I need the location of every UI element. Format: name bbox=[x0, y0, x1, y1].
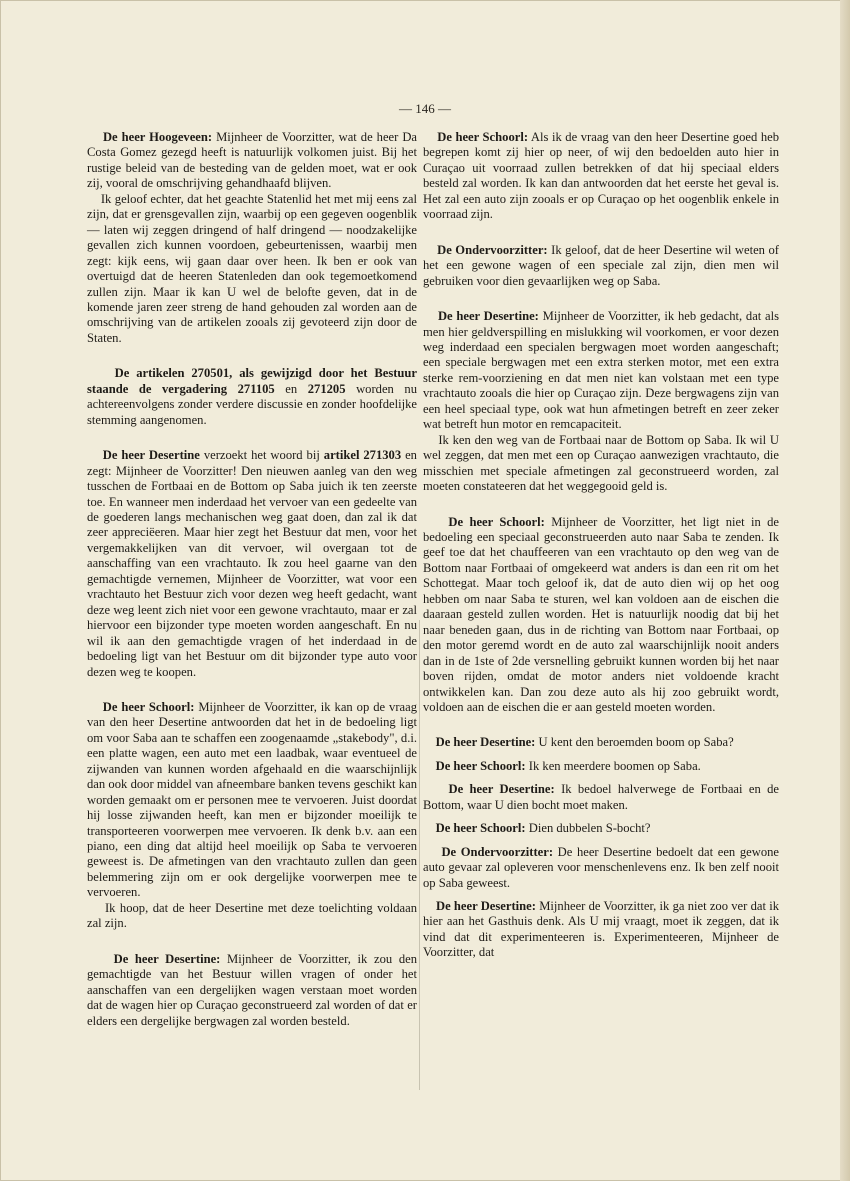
speaker-name: De Ondervoorzitter: bbox=[441, 844, 554, 859]
speaker-name: De heer Schoorl: bbox=[435, 758, 526, 773]
paragraph-text: Ik ken meerdere boomen op Saba. bbox=[525, 758, 701, 773]
paragraph bbox=[423, 845, 779, 891]
paragraph-text: Mijnheer de Voorzitter, het ligt niet in de bedoeling een speciaal geconstrueerden auto naar Saba te zenden. Ik geef toe dat het chauffeeren van een vrachtauto op den weg van de Bottom naar Fortbaai of omgekeerd wat anders is dan een rit om het Schottegat. Maar toch geloof ik, dat de auto dien wij op het oog hebben om naar Saba te sturen, wel kan voldoen aan de eischen die daaraan gesteld zullen worden. Het is natuurlijk noodig dat bij het naar beneden gaan, dus in de richting van Bottom naar Fortbaai, op den motor geremd wordt en de auto zal waarschijnlijk nooit anders dan in de 1ste of 2de versnelling gebruikt kunnen worden bij het naar boven rijden, omdat de motor anders niet voldoende kracht ontwikkelen kan. Dan zou deze auto als hij zoo gebruikt wordt, voldoen aan de eischen die er aan gesteld moeten worden. bbox=[423, 514, 780, 714]
paragraph bbox=[87, 901, 417, 932]
speaker-name: De heer Desertine bbox=[102, 448, 200, 463]
speaker-name: De heer Schoorl: bbox=[448, 514, 545, 529]
paragraph bbox=[423, 759, 779, 774]
paragraph bbox=[87, 366, 417, 428]
paragraph-text: Mijnheer de Voorzitter, ik kan op de vraag van den heer Desertine antwoorden dat het in de bedoeling ligt om voor Saba aan te schaffen een zoogenaamde „stakebody", d.i. een platte wagen, een auto met een laadbak, waar eventueel de zijwanden van kunnen worden afgehaald en die waarschijnlijk dan ook door middel van afneembare banken tevens geschikt kan worden gemaakt om er personen mee te vervoeren. Juist doordat hij losse zijwanden heeft, kan men er bijzonder moeilijk te transporteeren voorwerpen mee vervoeren. Ik denk b.v. aan een piano, een ding dat altijd heel moeilijk op Saba te vervoeren geweest is. De afmetingen van den vrachtauto zullen dan geen belemmering zijn om er ook dergelijke voorwerpen mee te vervoeren. bbox=[87, 699, 417, 900]
paragraph-text: Mijnheer de Voorzitter, wat de heer Da Costa Gomez gezegd heeft is natuurlijk volkomen juist. Bij het rustige beleid van de besteding van de gelden moet, wat er ook zij, vooral de omschrijving gehandhaafd blijven. bbox=[87, 130, 417, 191]
speaker-name: De heer Desertine: bbox=[437, 309, 539, 324]
speaker-name: De heer Desertine: bbox=[435, 735, 536, 750]
paragraph bbox=[423, 735, 779, 750]
paragraph bbox=[423, 782, 779, 813]
paragraph bbox=[87, 448, 417, 680]
paragraph bbox=[423, 243, 779, 289]
paragraph bbox=[423, 433, 779, 495]
speaker-name: De heer Hoogeveen: bbox=[102, 130, 213, 144]
paragraph-text: Ik ken den weg van de Fortbaai naar de Bottom op Saba. Ik wil U wel zeggen, dat men met een op Curaçao aanwezigen vrachtauto, die misschien met speciale afmetingen zal geconstrueerd worden, zal moeten constateeren dat het weggegooid geld is. bbox=[423, 432, 780, 494]
speaker-name: De heer Desertine: bbox=[113, 951, 221, 966]
speaker-name: De Ondervoorzitter: bbox=[437, 242, 548, 257]
paragraph-text: Ik geloof echter, dat het geachte Statenlid het met mij eens zal zijn, dat er grensgevallen zijn, waarbij op een gegeven oogenblik — laten wij zeggen dringend of half dringend — noodzakelijke gevallen zich kunnen voordoen, gebeurtenissen, waarbij men zegt: kijk eens, wij gaan daar over heen. Ik ben er ook van overtuigd dat de heeren Statenleden dan ook tegemoetkomend zullen zijn. Maar ik kan U wel de belofte geven, dat in de komende jaren zeer streng de hand gehouden zal worden aan de omschrijving van de artikelen zooals zij gevoteerd zijn door de Staten. bbox=[87, 191, 417, 345]
paragraph-text: Als ik de vraag van den heer Desertine goed heb begrepen komt zij hier op neer, of wij den bedoelden auto hier in Curaçao uit voorraad zullen betrekken of dat hij speciaal elders besteld zal worden. Ik kan dan antwoorden dat het eerste het geval is. Het zal een auto zijn zooals er op Curaçao op het oogenblik enkele in voorraad zijn. bbox=[423, 130, 779, 222]
paragraph-text: Ik geloof, dat de heer Desertine wil weten of het een gewone wagen of een speciale zal zijn, dien men wil gebruiken voor dien gevaarlijken weg op Saba. bbox=[423, 242, 779, 288]
paragraph-text: Ik bedoel halverwege de Fortbaai en de Bottom, waar U dien bocht moet maken. bbox=[423, 782, 780, 812]
speaker-name: De heer Desertine: bbox=[435, 899, 536, 914]
paragraph bbox=[423, 821, 779, 836]
paragraph-text: De heer Desertine bedoelt dat een gewone auto gevaar zal opleveren voor menschenlevens enz. Ik ben zelf nooit op Saba geweest. bbox=[423, 844, 779, 890]
paragraph-text: Ik hoop, dat de heer Desertine met deze toelichting voldaan zal zijn. bbox=[87, 900, 417, 931]
right-column bbox=[423, 130, 779, 961]
left-column bbox=[87, 130, 417, 1029]
bold-lead: De artikelen 270501, als gewijzigd door het Bestuur staande de vergadering 271105 bbox=[87, 366, 418, 396]
paragraph-text: en zegt: Mijnheer de Voorzitter! Den nieuwen aanleg van den weg tusschen de Fortbaai en de Bottom op Saba juich ik ten zeerste toe. En wanneer men inderdaad het vervoer van een gedeelte van de goederen langs mechanischen weg gaat doen, dan zal ik dat zeer appreciëeren. Maar hier zegt het Bestuur dat men, voor het vergemakkelijken van dit vervoer, wil overgaan tot de aanschaffing van een vrachtauto. Ik zou heel gaarne van den gemachtigde vernemen, Mijnheer de Voorzitter, wat voor een vrachtauto het Bestuur zich voor dezen weg heeft gedacht, want deze weg leent zich niet voor een gewone vrachtauto, maar er zal hiervoor een bijzonder type moeten worden aangeschaft. En nu wil ik aan den gemachtigde vragen of het inderdaad in de bedoeling ligt van het Bestuur om dit bijzonder type auto voor dezen weg te koopen. bbox=[87, 448, 417, 679]
speaker-name: De heer Schoorl: bbox=[102, 699, 195, 714]
paragraph-text: verzoekt het woord bij bbox=[199, 448, 324, 463]
paragraph bbox=[423, 130, 779, 223]
bold-article: artikel 271303 bbox=[323, 448, 402, 463]
bold-article: 271205 bbox=[307, 381, 346, 396]
paragraph bbox=[423, 899, 779, 961]
paragraph-text: worden nu achtereenvolgens zonder verdere discussie en zonder hoofdelijke stemming aangenomen. bbox=[87, 381, 418, 427]
paragraph bbox=[87, 700, 417, 901]
paragraph bbox=[87, 130, 417, 192]
paragraph bbox=[87, 192, 417, 347]
paragraph-text: Mijnheer de Voorzitter, ik heb gedacht, dat als men hier geldverspilling en mislukking wil voorkomen, er voor dezen weg inderdaad een specialen bergwagen moet worden aangeschaft; een speciale bergwagen met een extra sterken motor, met een extra sterke rem-voorziening en dat men niet kan volstaan met een type vrachtauto zooals die hier op Curaçao zijn. Deze bergwagens zijn van een heel speciaal type, ook wat hun afmetingen betreft en zeer zeker wat betreft hun motor en remcapaciteit. bbox=[423, 309, 780, 432]
speaker-name: De heer Schoorl: bbox=[437, 130, 529, 144]
page-number: — 146 — bbox=[399, 101, 451, 116]
paragraph-text: Dien dubbelen S-bocht? bbox=[525, 821, 651, 836]
paragraph-text: Mijnheer de Voorzitter, ik zou den gemachtigde van het Bestuur willen vragen of onder het aanschaffen van een dergelijken wagen verstaan moet worden dat de wagen hier op Curaçao geconstrueerd zal worden of dat er elders een dergelijke bergwagen zal worden besteld. bbox=[87, 951, 418, 1028]
paragraph bbox=[423, 515, 779, 716]
column-divider bbox=[419, 620, 420, 1090]
paragraph bbox=[423, 309, 779, 433]
paragraph-text: U kent den beroemden boom op Saba? bbox=[535, 735, 734, 750]
paragraph-text: en bbox=[274, 381, 308, 396]
paragraph-text: Mijnheer de Voorzitter, ik ga niet zoo ver dat ik hier aan het Gasthuis denk. Als U mij vraagt, moet ik zeggen, dat ik vind dat dit experimenteeren is. Experimenteeren, Mijnheer de Voorzitter, dat bbox=[423, 899, 780, 960]
paragraph bbox=[87, 952, 417, 1029]
speaker-name: De heer Desertine: bbox=[448, 782, 555, 797]
page-edge bbox=[840, 0, 850, 1181]
speaker-name: De heer Schoorl: bbox=[435, 821, 526, 836]
